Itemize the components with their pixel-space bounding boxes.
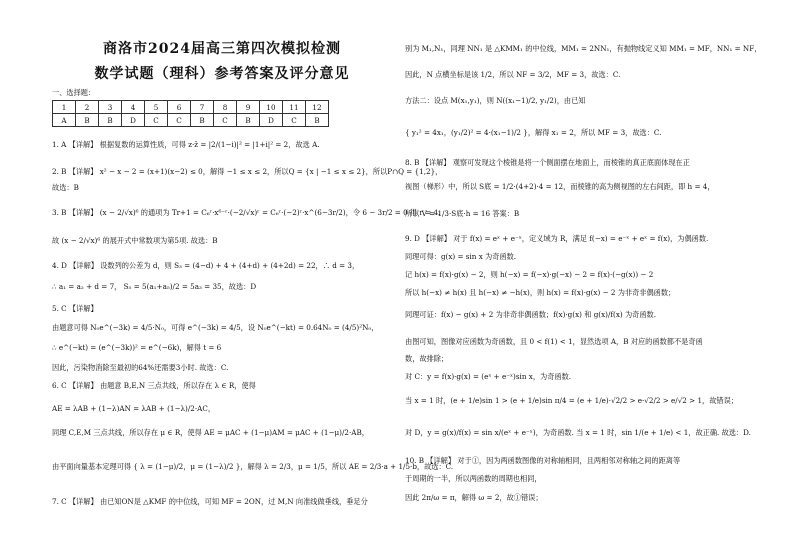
solution-line: 对 C：y = f(x)·g(x) = (eˣ + e⁻ˣ)sin x，为奇函数. <box>405 372 572 381</box>
solution-line: 因此 2π/ω = π，解得 ω = 2，故①错误； <box>405 493 543 502</box>
document-subtitle: 数学试题（理科）参考答案及评分意见 <box>94 66 350 82</box>
question-number-cell: 12 <box>306 101 329 114</box>
question-number-cell: 9 <box>237 101 260 114</box>
question-number-cell: 1 <box>53 101 76 114</box>
question-number-cell: 4 <box>122 101 145 114</box>
answer-table-answer-row <box>53 114 329 127</box>
answer-cell: A <box>53 114 76 127</box>
answer-table <box>52 100 329 127</box>
answer-cell: B <box>99 114 122 127</box>
answer-cell: B <box>306 114 329 127</box>
solution-line: 方法二：设点 M(x₁,y₁)，则 N((x₁−1)/2, y₁/2)，由已知 <box>405 96 586 105</box>
answer-cell: C <box>214 114 237 127</box>
solution-line: 同理可证：f(x) − g(x) + 2 为非奇非偶函数；f(x)·g(x) 和 g(x)/f(x) 为奇函数. <box>405 310 657 319</box>
solution-line: 1. A 【详解】 根据复数的运算性质，可得 z·z̄ = |2/(1−i)|² = |1+i|² = 2，故选 A. <box>52 140 320 149</box>
answer-cell: C <box>145 114 168 127</box>
solution-line: 由图可知，图像对应函数为奇函数，且 0 < f(1) < 1，显然选项 A，B 对应的函数都不是奇函 <box>405 337 703 346</box>
solution-line: 由题意可得 N₀e^(−3k) = 4/5·N₀，可得 e^(−3k) = 4/5，设 N₀e^(−kt) = 0.64N₀ = (4/5)²N₀， <box>52 323 379 332</box>
solution-line: 当 x = 1 时，(e + 1/e)sin 1 > (e + 1/e)sin π/4 = (e + 1/e)·√2/2 > e·√2/2 > e/√2 > 1，故错误； <box>405 396 738 405</box>
question-number-cell: 11 <box>283 101 306 114</box>
solution-line: 3. B 【详解】 (x − 2/√x)⁶ 的通项为 Tr+1 = C₆ʳ·x⁶⁻ʳ·(−2/√x)ʳ = C₆ʳ·(−2)ʳ·x^(6−3r/2)，令 6 − 3r/2 = 0 得 r = 4. <box>52 208 441 217</box>
question-number-cell: 10 <box>260 101 283 114</box>
answer-cell: C <box>168 114 191 127</box>
solution-line: 数，故排除； <box>405 354 449 363</box>
document-title: 商洛市2024届高三第四次模拟检测 <box>103 41 341 57</box>
section-heading-choice: 一、选择题： <box>52 88 96 97</box>
solution-line: 所以 V = 1/3·S底·h = 16 答案：B <box>405 209 520 218</box>
solution-line: 由平面向量基本定理可得 { λ = (1−μ)/2，μ = (1−λ)/2 }，解得 λ = 2/3，μ = 1/5，所以 AE = 2/3·a + 1/5·b，故选：C. <box>52 462 454 471</box>
question-number-cell: 7 <box>191 101 214 114</box>
solution-line: 故选：B <box>52 183 79 192</box>
solution-line: 别为 M₁,N₁，同理 NN₁ 是 △KMM₁ 的中位线，MM₁ = 2NN₁，有抛物线定义知 MM₁ = MF，NN₁ = NF， <box>405 44 762 53</box>
solution-line: { y₁² = 4x₁，(y₁/2)² = 4·(x₁−1)/2 }，解得 x₁ = 2，所以 MF = 3，故选：C. <box>405 128 662 137</box>
solution-line: 因此，N 点横坐标是该 1/2，所以 NF = 3/2，MF = 3，故选：C. <box>405 70 621 79</box>
question-number-cell: 3 <box>99 101 122 114</box>
solution-line: ∴ a₁ = a₂ + d = 7， S₅ = 5(a₁+a₅)/2 = 5a₃ = 35，故选：D <box>52 282 257 291</box>
solution-line: 故 (x − 2/√x)⁶ 的展开式中常数项为第5项. 故选：B <box>52 236 218 245</box>
solution-line: 2. B 【详解】 x² − x − 2 = (x+1)(x−2) ≤ 0，解得 −1 ≤ x ≤ 2，所以Q = {x | −1 ≤ x ≤ 2}，所以P∩Q = {1,2}， <box>52 167 443 176</box>
question-number-cell: 5 <box>145 101 168 114</box>
answer-cell: C <box>283 114 306 127</box>
solution-line: 8. B 【详解】 观察可发现这个棱锥是将一个侧面摆在地面上，而棱锥的真正底面体现在正 <box>405 158 690 167</box>
answer-cell: B <box>191 114 214 127</box>
solution-line: 5. C 【详解】 <box>52 304 98 313</box>
solution-line: 对 D，y = g(x)/f(x) = sin x/(eˣ + e⁻ˣ)，为奇函数. 当 x = 1 时，sin 1/(e + 1/e) < 1，故正确. 故选：D. <box>405 428 751 437</box>
question-number-cell: 8 <box>214 101 237 114</box>
solution-line: 视图（梯形）中，所以 S底 = 1/2·(4+2)·4 = 12，而棱锥的高为侧视图的左右间距，即 h = 4， <box>405 182 715 191</box>
solution-line: AE = λAB + (1−λ)AN = λAB + (1−λ)/2·AC， <box>52 404 216 413</box>
answer-cell: B <box>76 114 99 127</box>
solution-line: 同理 C,E,M 三点共线，所以存在 μ ∈ R，使得 AE = μAC + (1−μ)AM = μAC + (1−μ)/2·AB， <box>52 428 369 437</box>
solution-line: 6. C 【详解】 由题意 B,E,N 三点共线，所以存在 λ ∈ R，使得 <box>52 381 256 390</box>
solution-line: 所以 h(−x) ≠ h(x) 且 h(−x) ≠ −h(x)，则 h(x) = f(x)·g(x) − 2 为非奇非偶函数； <box>405 288 676 297</box>
answer-table-number-row <box>53 101 329 114</box>
answer-cell: B <box>237 114 260 127</box>
solution-line: 4. D 【详解】 设数列的公差为 d，则 S₃ = (4−d) + 4 + (4+d) + (4+2d) = 22，∴ d = 3， <box>52 261 360 270</box>
question-number-cell: 6 <box>168 101 191 114</box>
solution-line: 9. D 【详解】 对于 f(x) = eˣ + e⁻ˣ，定义域为 R，满足 f(−x) = e⁻ˣ + eˣ = f(x)，为偶函数. <box>405 234 709 243</box>
question-number-cell: 2 <box>76 101 99 114</box>
answer-cell: D <box>260 114 283 127</box>
right-column <box>405 0 773 544</box>
solution-line: 7. C 【详解】 由已知ON是 △KMF 的中位线，可知 MF = 2ON，过 M,N 向准线做垂线，垂足分 <box>52 497 368 506</box>
solution-line: 于周期的一半，所以两函数的周期也相同， <box>405 474 542 483</box>
answer-cell: D <box>122 114 145 127</box>
solution-line: 因此，污染物消除至最初的64%还需要3小时. 故选：C. <box>52 363 229 372</box>
solution-line: 同理可得：g(x) = sin x 为奇函数. <box>405 252 517 261</box>
solution-line: 记 h(x) = f(x)·g(x) − 2，则 h(−x) = f(−x)·g(−x) − 2 = f(x)·(−g(x)) − 2 <box>405 270 654 279</box>
solution-line: ∴ e^(−kt) = (e^(−3k))² = e^(−6k)，解得 t = 6 <box>52 343 222 352</box>
solution-line: 10. B 【详解】 对于①，因为两函数图像的对称轴相同，且两相邻对称轴之间的距离等 <box>405 456 681 465</box>
